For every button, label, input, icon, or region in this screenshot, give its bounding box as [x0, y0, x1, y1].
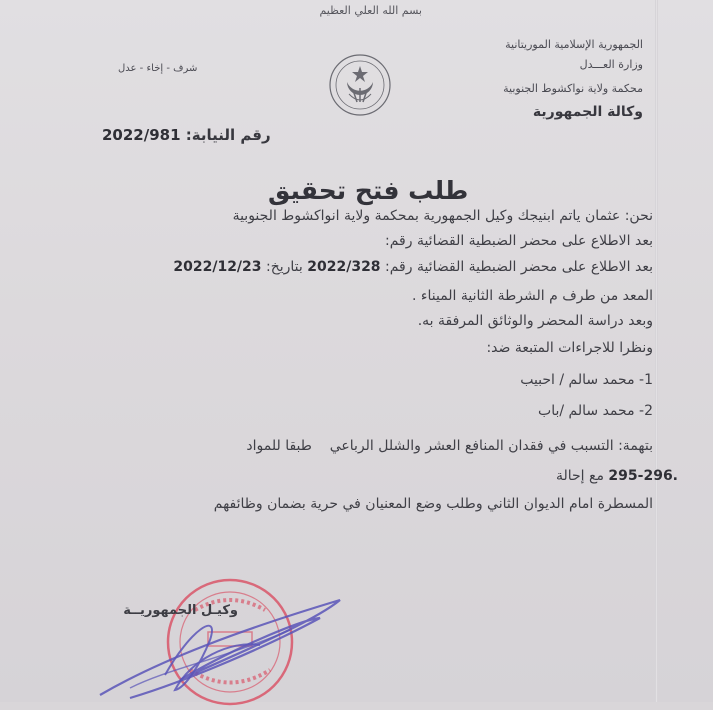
body-line: المسطرة امام الديوان الثاني وطلب وضع المعنيان في حرية بضمان وظائفهم: [213, 496, 653, 512]
body-line: وبعد دراسة المحضر والوثائق المرفقة به.: [417, 313, 653, 329]
charge-line: بتهمة: التسبب في فقدان المنافع العشر والشلل الرباعي طبقا للمواد: [246, 438, 653, 454]
signatory-title: وكيـل الجمهوريــة: [123, 603, 238, 618]
page-fold: [655, 0, 658, 702]
handwritten-signature-icon: [70, 570, 370, 702]
header-court: محكمة ولاية نواكشوط الجنوبية: [503, 82, 643, 95]
national-motto: شرف - إخاء - عدل: [118, 63, 198, 74]
body-line: ونظرا للاجراءات المتبعة ضد:: [486, 340, 653, 356]
body-line: نحن: عثمان ياتم ابنيجك وكيل الجمهورية بمحكمة ولاية انواكشوط الجنوبية: [232, 208, 653, 224]
body-line: المعد من طرف م الشرطة الثانية الميناء .: [412, 288, 653, 304]
prosecution-ref: رقم النيابة: 2022/981: [102, 126, 271, 144]
articles-line: 295-296. مع إحالة: [555, 468, 678, 484]
basmala: بسم الله العلي العظيم: [319, 4, 422, 17]
header-republic: الجمهورية الإسلامية الموريتانية: [505, 38, 643, 51]
body-line: بعد الاطلاع على محضر الضبطية القضائية رقم:: [385, 233, 653, 249]
accused-item: 2- محمد سالم /باب: [538, 403, 653, 419]
national-emblem-icon: [327, 52, 393, 118]
header-ministry: وزارة العـــدل: [579, 58, 643, 71]
page-title: طلب فتح تحقيق: [268, 176, 469, 205]
header-prosecution: وكالة الجمهورية: [532, 104, 643, 120]
record-line: بعد الاطلاع على محضر الضبطية القضائية رقم: 2022/328 بتاريخ: 2022/12/23: [173, 259, 653, 275]
accused-item: 1- محمد سالم / احبيب: [520, 372, 653, 388]
